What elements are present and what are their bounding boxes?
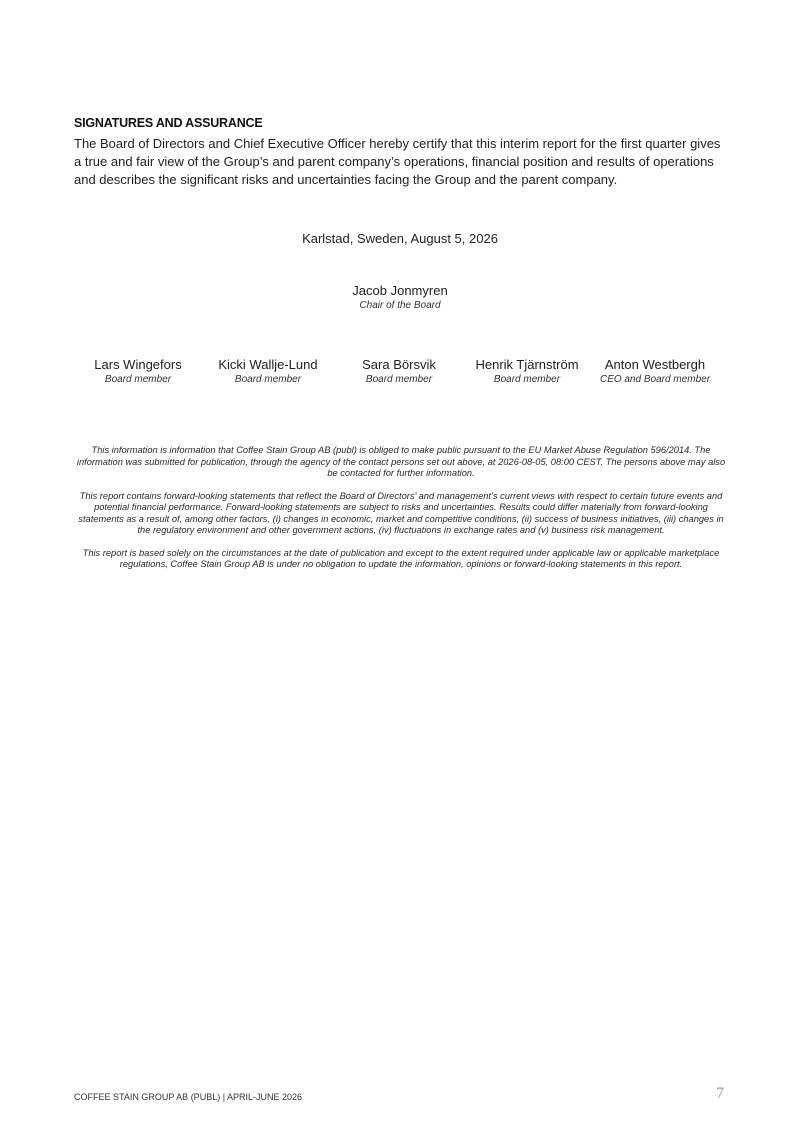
footer-company-period: COFFEE STAIN GROUP AB (PUBL) | APRIL-JUNE 2026 <box>74 1092 303 1102</box>
signatory-role: CEO and Board member <box>599 374 711 385</box>
forward-looking-statements-notice: This report contains forward-looking statements that reflect the Board of Directors’ and management’s current views with respect to certain future events and potential financial performance. Forward-looking statements are subject to risks and uncertainties. Results could differ materially from forward-looking statements as a result of, among other factors, (i) changes in economic, market and competitive conditions, (ii) success of business initiatives, (iii) changes in the regulatory environment and other government actions, (iv) fluctuations in exchange rates and (v) business risk management. <box>78 490 724 535</box>
page-number: 7 <box>716 1085 724 1102</box>
signatory-role: Board member <box>493 374 561 385</box>
signatory-name: Lars Wingefors <box>94 357 182 372</box>
disclaimer-block <box>74 445 728 582</box>
board-signature <box>590 357 720 386</box>
signatory-role: Board member <box>234 374 302 385</box>
chair-role: Chair of the Board <box>359 300 441 311</box>
signatory-name: Anton Westbergh <box>604 357 706 372</box>
signatory-role: Board member <box>365 374 433 385</box>
board-signature <box>73 357 203 386</box>
board-signature <box>334 357 464 386</box>
section-heading: SIGNATURES AND ASSURANCE <box>74 116 263 130</box>
chair-signature <box>300 283 500 312</box>
signatory-name: Sara Börsvik <box>362 357 436 372</box>
signatory-name: Kicki Wallje-Lund <box>218 357 318 372</box>
board-signatures <box>0 357 800 397</box>
certification-paragraph: The Board of Directors and Chief Executive Officer hereby certify that this interim report for the first quarter gives a true and fair view of the Group’s and parent company’s operations, financial position and results of operations and describes the significant risks and uncertainties facing the Group and the parent company. <box>74 136 721 187</box>
mar-disclosure-notice: This information is information that Coffee Stain Group AB (publ) is obliged to make public pursuant to the EU Market Abuse Regulation 596/2014. The information was submitted for publication, through the agency of the contact persons set out above, at 2026-08-05, 08:00 CEST. The persons above may also be contacted for further information. <box>76 445 726 478</box>
no-update-obligation-notice: This report is based solely on the circumstances at the date of publication and except to the extent required under applicable law or applicable marketplace regulations, Coffee Stain Group AB is under no obligation to update the information, opinions or forward-looking statements in this report. <box>82 547 720 569</box>
board-signature <box>203 357 333 386</box>
place-and-date: Karlstad, Sweden, August 5, 2026 <box>302 231 498 246</box>
chair-name: Jacob Jonmyren <box>352 283 448 298</box>
board-signature <box>462 357 592 386</box>
signatory-role: Board member <box>104 374 172 385</box>
signatory-name: Henrik Tjärnström <box>475 357 579 372</box>
